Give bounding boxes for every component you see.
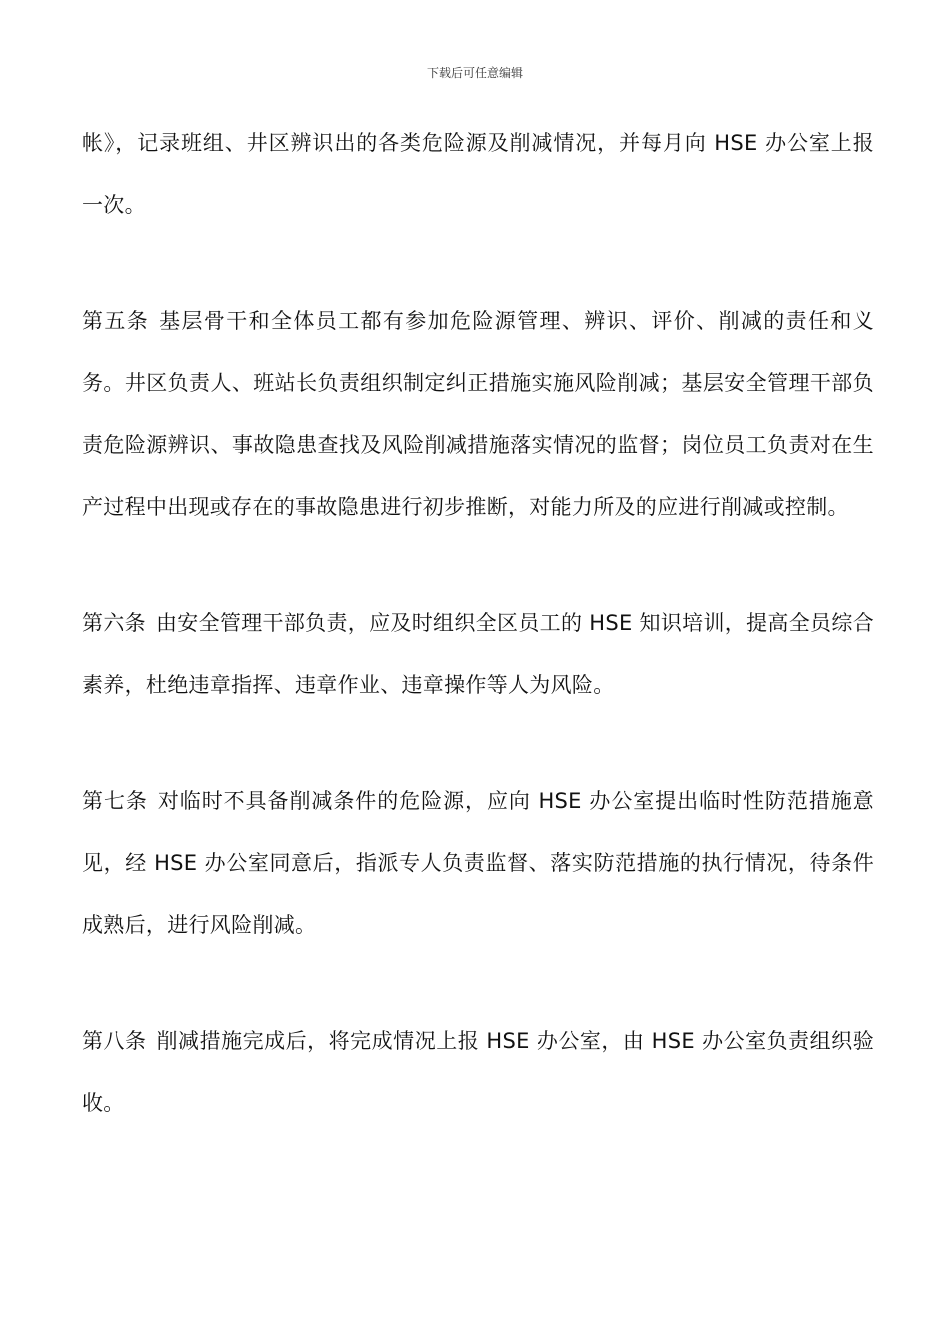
article-8-paragraph [82, 1010, 874, 1134]
article-number: 第八条 [82, 1029, 147, 1053]
article-number: 第五条 [82, 309, 150, 333]
article-5-paragraph [82, 290, 874, 538]
paragraph-text: 对临时不具备削减条件的危险源，应向 HSE 办公室提出临时性防范措施意见，经 HSE 办公室同意后，指派专人负责监督、落实防范措施的执行情况，待条件成熟后，进行风险削减。 [82, 789, 874, 937]
article-number: 第六条 [82, 611, 146, 635]
paragraph-text: 削减措施完成后，将完成情况上报 HSE 办公室，由 HSE 办公室负责组织验收。 [82, 1029, 874, 1115]
paragraph-continuation [82, 112, 874, 236]
article-number: 第七条 [82, 789, 148, 813]
document-body [82, 112, 874, 1134]
article-6-paragraph [82, 592, 874, 716]
article-7-paragraph [82, 770, 874, 956]
paragraph-text: 由安全管理干部负责，应及时组织全区员工的 HSE 知识培训，提高全员综合素养，杜绝违章指挥、违章作业、违章操作等人为风险。 [82, 611, 874, 697]
page-header: 下载后可任意编辑 [426, 66, 523, 80]
paragraph-text: 帐》，记录班组、井区辨识出的各类危险源及削减情况，并每月向 HSE 办公室上报一次。 [82, 131, 874, 217]
paragraph-text: 基层骨干和全体员工都有参加危险源管理、辨识、评价、削减的责任和义务。井区负责人、班站长负责组织制定纠正措施实施风险削减；基层安全管理干部负责危险源辨识、事故隐患查找及风险削减措施落实情况的监督；岗位员工负责对在生产过程中出现或存在的事故隐患进行初步推断，对能力所及的应进行削减或控制。 [82, 309, 874, 519]
